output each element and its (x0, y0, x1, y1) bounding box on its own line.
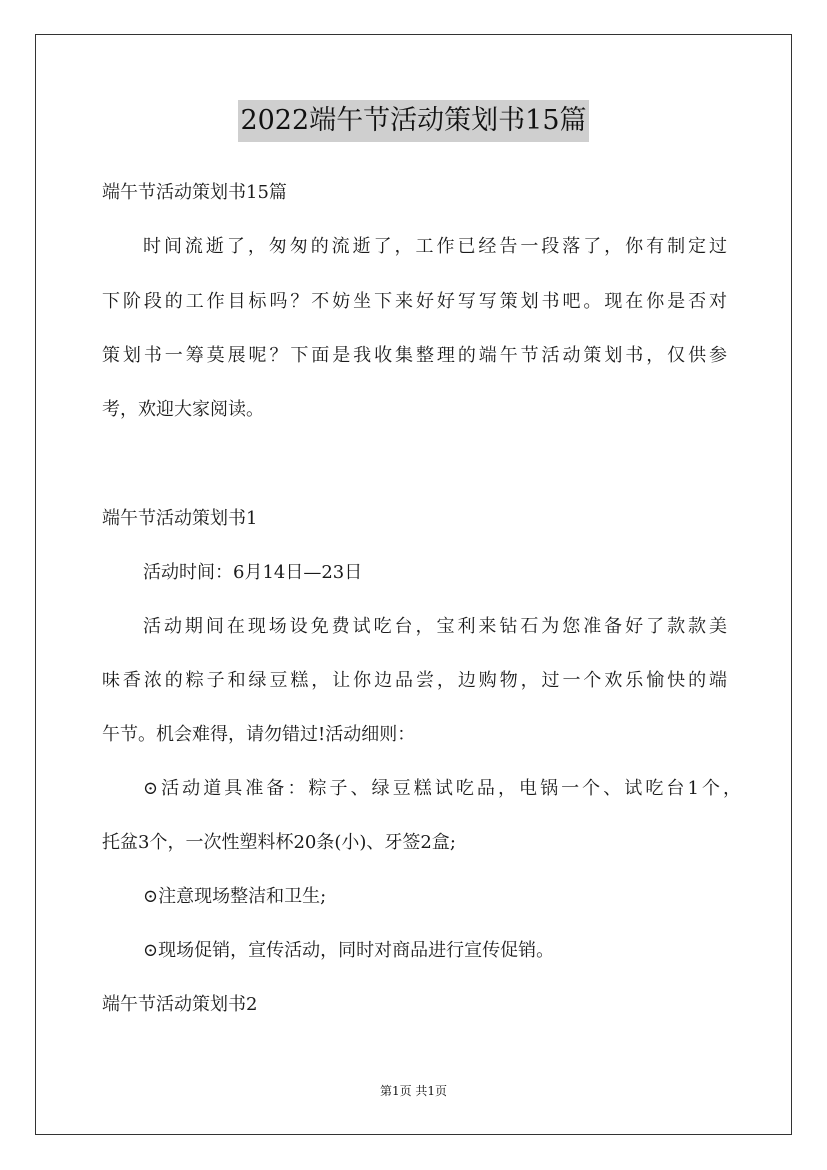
intro-line-2: 下阶段的工作目标吗？不妨坐下来好好写写策划书吧。现在你是否对 (102, 291, 727, 312)
section1-item1-line-2: 托盆3个，一次性塑料杯20条(小)、牙签2盒; (102, 832, 456, 853)
intro-line-1: 时间流逝了，匆匆的流逝了，工作已经告一段落了，你有制定过 (143, 236, 727, 257)
page-footer: 第1页 共1页 (379, 1084, 448, 1098)
section1-heading: 端午节活动策划书1 (102, 508, 258, 529)
section1-time-line: 活动时间：6月14日—23日 (143, 562, 363, 583)
section2-heading: 端午节活动策划书2 (102, 994, 258, 1015)
section1-para-line-1: 活动期间在现场设免费试吃台，宝利来钻石为您准备好了款款美 (143, 616, 727, 637)
section1-item3: ⊙现场促销，宣传活动，同时对商品进行宣传促销。 (143, 940, 555, 961)
section1-item1-line-1: ⊙活动道具准备：粽子、绿豆糕试吃品，电锅一个、试吃台1个， (143, 778, 742, 799)
section1-para-line-2: 味香浓的粽子和绿豆糕，让你边品尝，边购物，过一个欢乐愉快的端 (102, 670, 727, 691)
section1-item2: ⊙注意现场整洁和卫生; (143, 886, 327, 907)
title-container (0, 100, 827, 142)
intro-line-3: 策划书一筹莫展呢？下面是我收集整理的端午节活动策划书，仅供参 (102, 345, 727, 366)
document-title: 2022端午节活动策划书15篇 (238, 100, 588, 142)
document-subtitle: 端午节活动策划书15篇 (102, 182, 287, 203)
section1-para-line-3: 午节。机会难得，请勿错过!活动细则： (102, 724, 416, 745)
intro-line-4: 考，欢迎大家阅读。 (102, 399, 264, 420)
